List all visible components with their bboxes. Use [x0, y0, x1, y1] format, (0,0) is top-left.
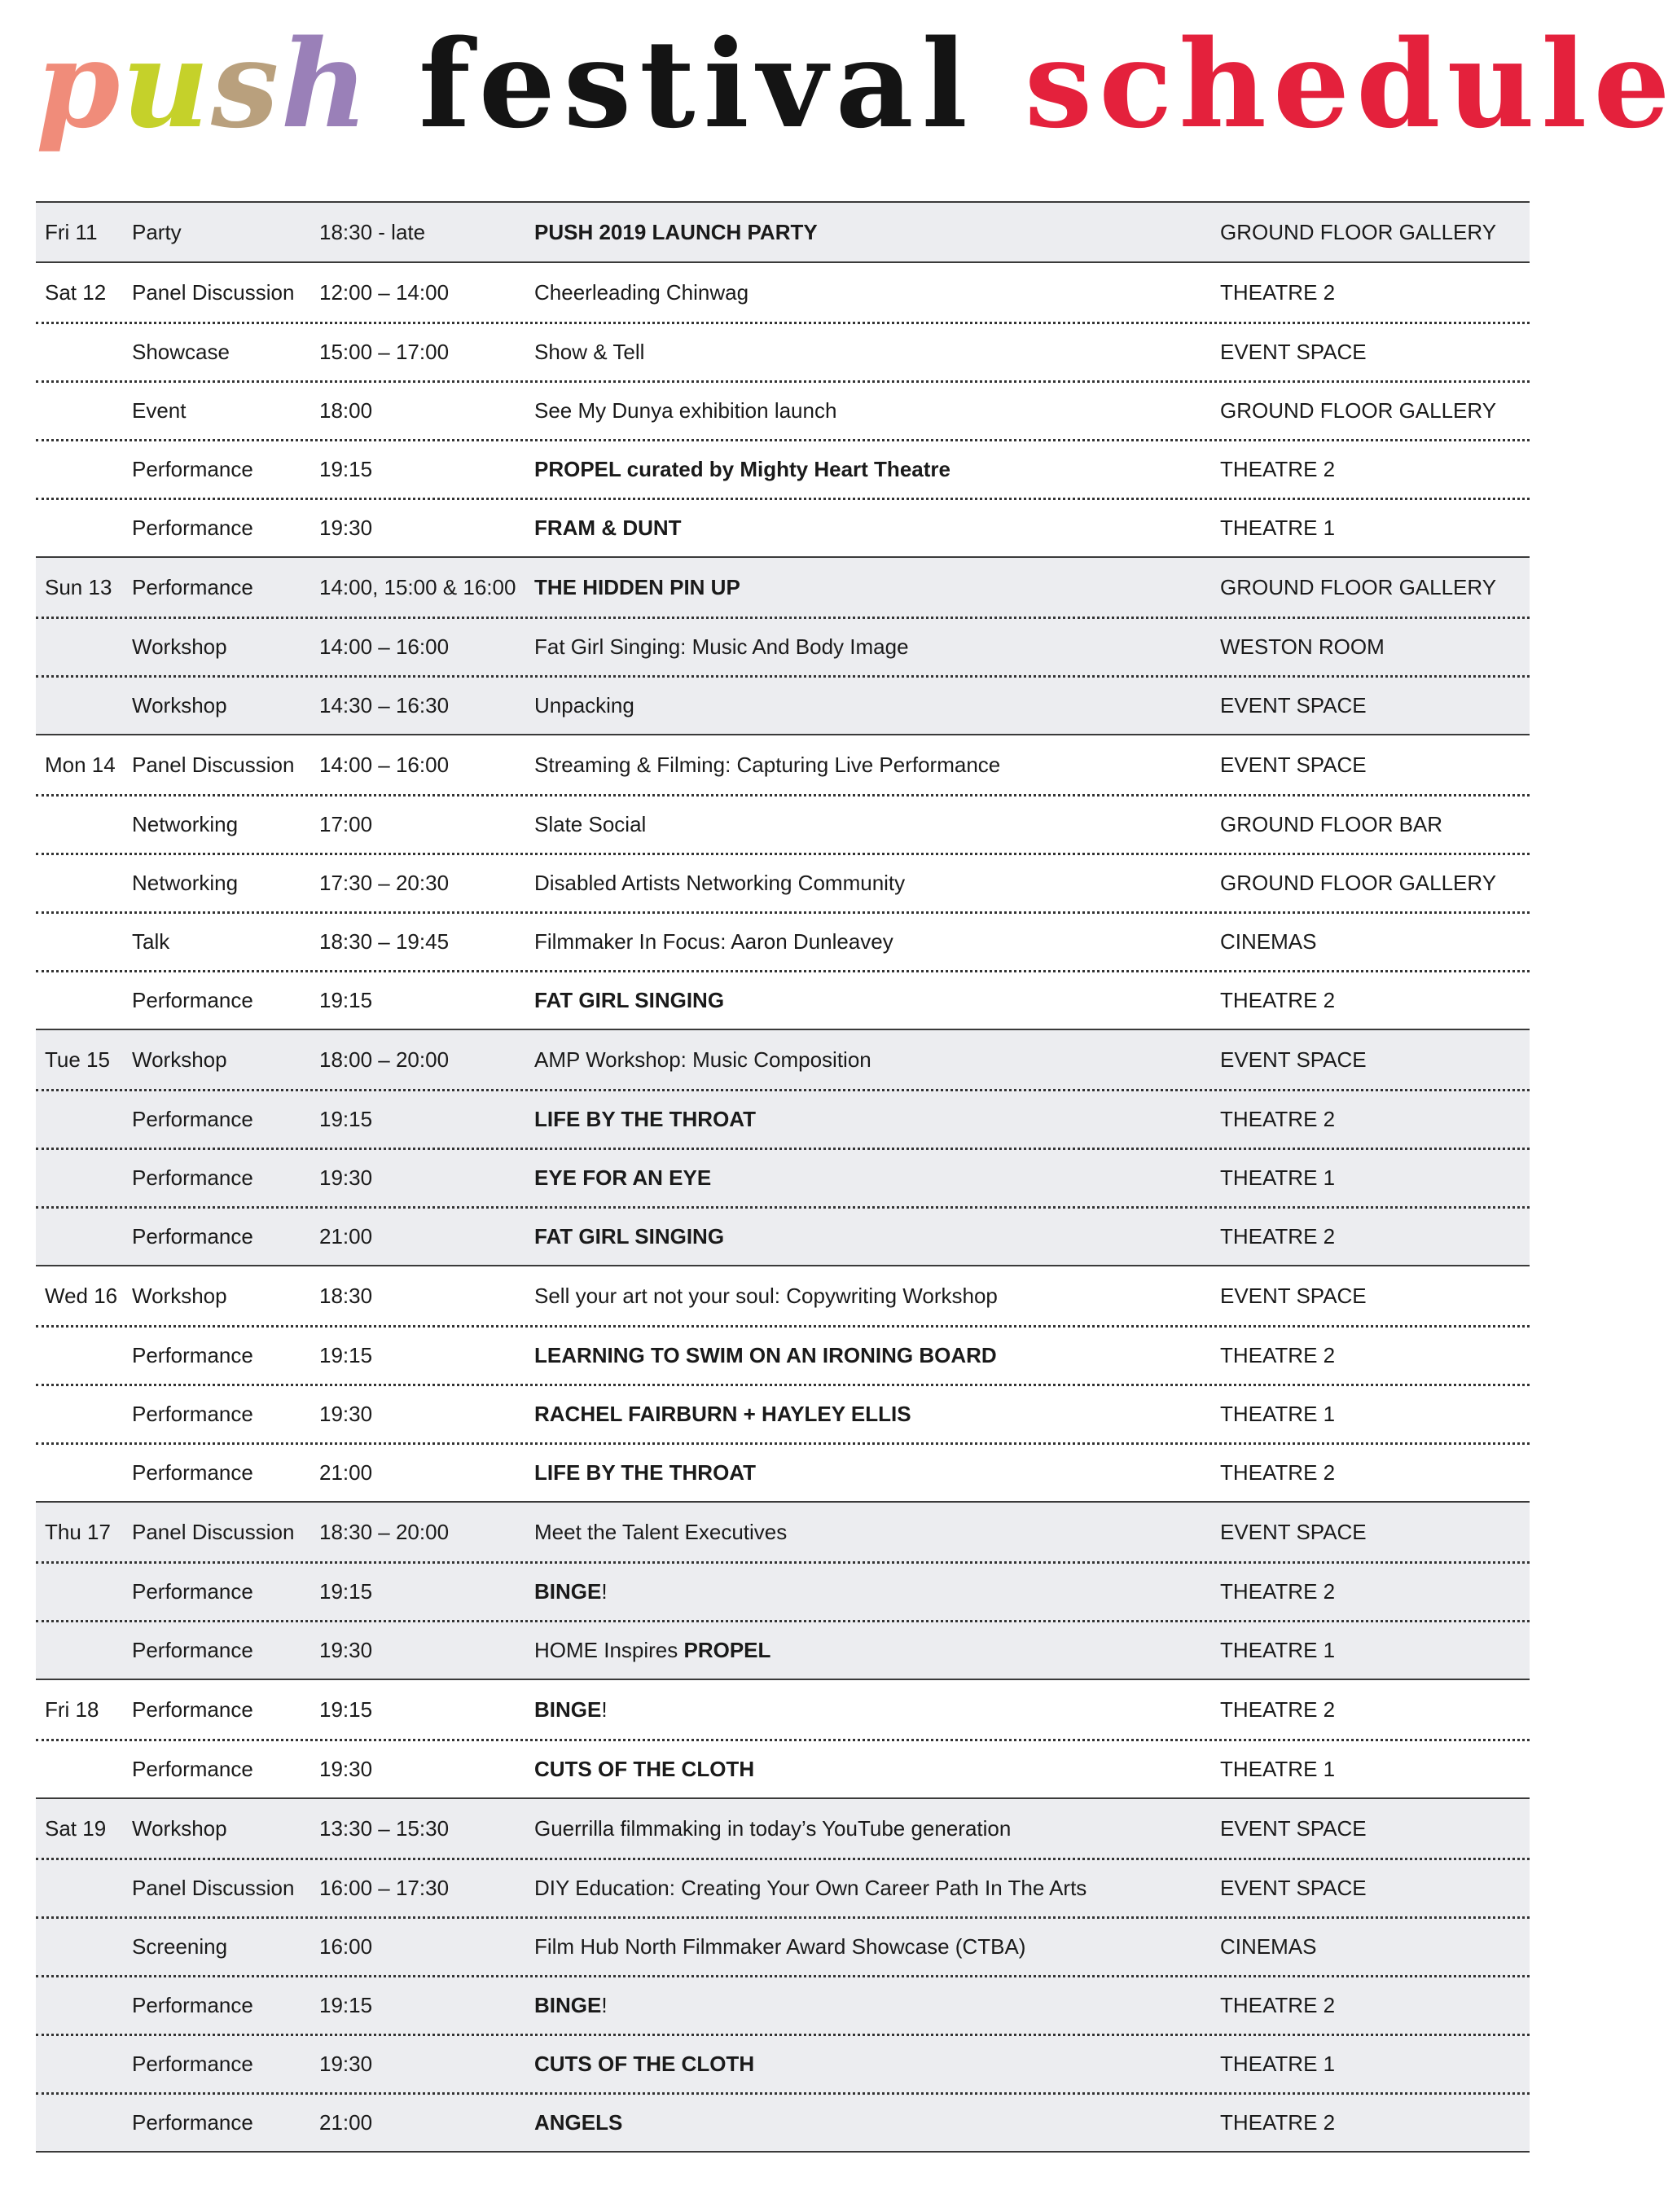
event-type: Performance	[132, 1224, 253, 1249]
event-title-segment: Filmmaker In Focus: Aaron Dunleavey	[534, 929, 893, 954]
event-title	[534, 1047, 1220, 1073]
event-type: Screening	[132, 1934, 228, 1959]
event-venue: THEATRE 2	[1220, 1696, 1336, 1722]
event-title	[534, 1224, 1220, 1249]
event-title	[534, 1579, 1220, 1604]
event-time: 18:30 - late	[319, 219, 426, 244]
event-venue: THEATRE 1	[1220, 2052, 1336, 2076]
event-title	[534, 220, 1220, 245]
table-row	[36, 2092, 1530, 2151]
event-title	[534, 988, 1220, 1013]
event-type: Workshop	[132, 634, 227, 659]
event-type: Performance	[132, 1343, 253, 1367]
event-title-segment: HOME Inspires	[534, 1638, 684, 1662]
event-title-segment: PROPEL	[683, 1638, 771, 1662]
event-type: Performance	[132, 574, 253, 599]
table-row	[36, 1030, 1530, 1089]
event-time: 19:30	[319, 516, 373, 540]
event-venue: GROUND FLOOR GALLERY	[1220, 398, 1497, 423]
event-venue: THEATRE 2	[1220, 457, 1336, 481]
table-row	[36, 263, 1530, 322]
event-venue: GROUND FLOOR BAR	[1220, 812, 1443, 836]
event-title	[534, 2052, 1220, 2077]
day-label: Thu 17	[45, 1519, 111, 1544]
event-title	[534, 1402, 1220, 1427]
event-time: 15:00 – 17:00	[319, 340, 450, 364]
event-type: Event	[132, 398, 187, 423]
table-row	[36, 617, 1530, 675]
event-time: 19:15	[319, 1107, 373, 1131]
event-venue: EVENT SPACE	[1220, 1815, 1367, 1841]
event-time: 13:30 – 15:30	[319, 1815, 450, 1841]
event-title-segment: Unpacking	[534, 693, 634, 718]
event-title	[534, 1520, 1220, 1545]
table-row	[36, 2034, 1530, 2092]
event-title	[534, 753, 1220, 778]
event-title-segment: LIFE BY THE THROAT	[534, 1460, 757, 1485]
title-word-schedule: schedule	[1024, 13, 1677, 155]
event-time: 19:15	[319, 1993, 373, 2017]
event-title-segment: CUTS OF THE CLOTH	[534, 1757, 755, 1781]
event-time: 14:30 – 16:30	[319, 693, 450, 718]
event-venue: THEATRE 2	[1220, 1224, 1336, 1249]
event-type: Performance	[132, 1107, 253, 1131]
event-title	[534, 1343, 1220, 1368]
event-time: 18:30 – 20:00	[319, 1519, 450, 1544]
event-title-segment: EYE FOR AN EYE	[534, 1165, 712, 1190]
event-venue: THEATRE 1	[1220, 1638, 1336, 1662]
table-row	[36, 970, 1530, 1029]
table-row	[36, 1384, 1530, 1442]
event-venue: THEATRE 1	[1220, 1165, 1336, 1190]
day-group	[36, 1679, 1530, 1797]
event-venue: THEATRE 2	[1220, 988, 1336, 1012]
event-type: Party	[132, 219, 182, 244]
table-row	[36, 322, 1530, 380]
page-title	[36, 13, 1677, 155]
event-time: 17:00	[319, 812, 373, 836]
title-letter: h	[280, 13, 371, 155]
event-venue: GROUND FLOOR GALLERY	[1220, 219, 1497, 244]
day-group	[36, 261, 1530, 556]
event-title-segment: Disabled Artists Networking Community	[534, 871, 906, 895]
table-row	[36, 1266, 1530, 1325]
event-title	[534, 1757, 1220, 1782]
event-title-segment: RACHEL FAIRBURN + HAYLEY ELLIS	[534, 1402, 911, 1426]
event-time: 19:15	[319, 1343, 373, 1367]
event-venue: THEATRE 2	[1220, 1579, 1336, 1604]
event-title	[534, 280, 1220, 305]
event-type: Panel Discussion	[132, 1876, 295, 1900]
event-time: 21:00	[319, 1460, 373, 1485]
event-title	[534, 1697, 1220, 1723]
event-title-segment: DIY Education: Creating Your Own Career Path In The Arts	[534, 1876, 1087, 1900]
event-title-segment: See My Dunya exhibition launch	[534, 398, 837, 423]
page-header	[36, 13, 1677, 155]
table-row	[36, 1503, 1530, 1561]
title-letter: p	[36, 13, 122, 155]
table-row	[36, 1325, 1530, 1384]
event-time: 19:30	[319, 2052, 373, 2076]
table-row	[36, 1680, 1530, 1739]
event-title-segment: Cheerleading Chinwag	[534, 279, 749, 305]
event-venue: GROUND FLOOR GALLERY	[1220, 574, 1497, 599]
event-time: 19:15	[319, 457, 373, 481]
table-row	[36, 794, 1530, 853]
event-title	[534, 457, 1220, 482]
title-letter: s	[211, 13, 281, 155]
event-time: 18:00	[319, 398, 373, 423]
event-title-segment: AMP Workshop: Music Composition	[534, 1047, 871, 1072]
event-type: Showcase	[132, 340, 230, 364]
event-title-segment: Sell your art not your soul: Copywriting Workshop	[534, 1283, 998, 1308]
event-title	[534, 1876, 1220, 1901]
event-venue: EVENT SPACE	[1220, 752, 1367, 777]
event-time: 14:00 – 16:00	[319, 634, 450, 659]
day-group	[36, 734, 1530, 1029]
event-title	[534, 2110, 1220, 2135]
event-time: 19:30	[319, 1757, 373, 1781]
event-venue: THEATRE 2	[1220, 279, 1336, 305]
event-title-segment: LEARNING TO SWIM ON AN IRONING BOARD	[534, 1343, 997, 1367]
table-row	[36, 1206, 1530, 1265]
event-type: Panel Discussion	[132, 1519, 295, 1544]
event-type: Performance	[132, 1579, 253, 1604]
event-title-segment: Film Hub North Filmmaker Award Showcase (CTBA)	[534, 1934, 1026, 1959]
event-type: Panel Discussion	[132, 279, 295, 305]
event-type: Panel Discussion	[132, 752, 295, 777]
table-row	[36, 498, 1530, 556]
event-venue: EVENT SPACE	[1220, 1283, 1367, 1308]
day-label: Mon 14	[45, 752, 116, 777]
event-venue: GROUND FLOOR GALLERY	[1220, 871, 1497, 895]
day-label: Sun 13	[45, 574, 112, 599]
event-time: 18:30	[319, 1283, 373, 1308]
title-letter: u	[121, 13, 212, 155]
event-time: 16:00 – 17:30	[319, 1876, 450, 1900]
event-venue: THEATRE 2	[1220, 1107, 1336, 1131]
event-time: 18:00 – 20:00	[319, 1047, 450, 1072]
event-title	[534, 1993, 1220, 2018]
event-title-segment: Guerrilla filmmaking in today’s YouTube generation	[534, 1815, 1012, 1841]
event-title-segment: LIFE BY THE THROAT	[534, 1107, 757, 1131]
event-title	[534, 1284, 1220, 1309]
table-row	[36, 735, 1530, 794]
event-venue: THEATRE 1	[1220, 1402, 1336, 1426]
event-time: 14:00, 15:00 & 16:00	[319, 574, 516, 599]
event-time: 17:30 – 20:30	[319, 871, 450, 895]
event-type: Performance	[132, 1460, 253, 1485]
event-title-segment: ANGELS	[534, 2110, 623, 2135]
event-title-segment: CUTS OF THE CLOTH	[534, 2052, 755, 2076]
event-title-segment: Fat Girl Singing: Music And Body Image	[534, 634, 909, 659]
event-type: Performance	[132, 2110, 253, 2135]
event-type: Performance	[132, 1165, 253, 1190]
event-venue: THEATRE 2	[1220, 1460, 1336, 1485]
event-title	[534, 516, 1220, 541]
day-group	[36, 1797, 1530, 2153]
event-venue: EVENT SPACE	[1220, 1876, 1367, 1900]
event-title	[534, 871, 1220, 896]
table-row	[36, 1858, 1530, 1916]
event-time: 19:15	[319, 988, 373, 1012]
event-venue: EVENT SPACE	[1220, 693, 1367, 718]
event-time: 19:30	[319, 1638, 373, 1662]
event-venue: THEATRE 2	[1220, 1993, 1336, 2017]
event-title-segment: BINGE	[534, 1993, 602, 2017]
event-title	[534, 929, 1220, 955]
table-row	[36, 911, 1530, 970]
event-title-segment: !	[601, 1696, 608, 1722]
table-row	[36, 1739, 1530, 1797]
table-row	[36, 558, 1530, 617]
day-group	[36, 1265, 1530, 1501]
event-title	[534, 634, 1220, 660]
event-title-segment: THE HIDDEN PIN UP	[534, 574, 740, 599]
event-time: 18:30 – 19:45	[319, 929, 450, 954]
day-label: Wed 16	[45, 1283, 118, 1308]
event-title-segment: PROPEL curated by Mighty Heart Theatre	[534, 457, 950, 481]
table-row	[36, 1975, 1530, 2034]
event-venue: EVENT SPACE	[1220, 1047, 1367, 1072]
event-type: Networking	[132, 871, 239, 895]
event-type: Performance	[132, 1402, 253, 1426]
event-title	[534, 398, 1220, 424]
event-type: Networking	[132, 812, 239, 836]
day-group	[36, 556, 1530, 734]
event-type: Performance	[132, 1638, 253, 1662]
day-label: Fri 18	[45, 1696, 99, 1722]
event-title	[534, 693, 1220, 718]
event-title-segment: BINGE	[534, 1696, 602, 1722]
event-time: 21:00	[319, 2110, 373, 2135]
event-title-segment: Show & Tell	[534, 340, 645, 364]
event-title	[534, 812, 1220, 837]
day-group	[36, 1501, 1530, 1679]
event-title-segment: Meet the Talent Executives	[534, 1519, 788, 1544]
event-title-segment: FAT GIRL SINGING	[534, 1224, 725, 1249]
table-row	[36, 675, 1530, 734]
event-type: Performance	[132, 1757, 253, 1781]
day-group	[36, 201, 1530, 261]
event-venue: THEATRE 1	[1220, 1757, 1336, 1781]
event-type: Performance	[132, 516, 253, 540]
table-row	[36, 1089, 1530, 1148]
title-word-festival: festival	[419, 13, 976, 155]
table-row	[36, 203, 1530, 261]
event-title-segment: BINGE	[534, 1579, 602, 1604]
event-title	[534, 1638, 1220, 1663]
day-group	[36, 1029, 1530, 1265]
event-time: 14:00 – 16:00	[319, 752, 450, 777]
event-type: Workshop	[132, 1047, 227, 1072]
event-title-segment: PUSH 2019 LAUNCH PARTY	[534, 219, 818, 244]
event-type: Performance	[132, 1696, 253, 1722]
event-venue: EVENT SPACE	[1220, 340, 1367, 364]
event-title	[534, 1816, 1220, 1841]
day-label: Sat 12	[45, 279, 107, 305]
event-title	[534, 1460, 1220, 1486]
event-title-segment: Streaming & Filming: Capturing Live Performance	[534, 752, 1001, 777]
event-time: 12:00 – 14:00	[319, 279, 450, 305]
event-time: 19:30	[319, 1402, 373, 1426]
event-time: 19:15	[319, 1579, 373, 1604]
event-time: 19:30	[319, 1165, 373, 1190]
event-venue: WESTON ROOM	[1220, 634, 1385, 659]
event-type: Workshop	[132, 1815, 227, 1841]
event-venue: CINEMAS	[1220, 929, 1317, 954]
event-venue: THEATRE 2	[1220, 1343, 1336, 1367]
event-title-segment: Slate Social	[534, 812, 647, 836]
day-label: Sat 19	[45, 1815, 107, 1841]
event-title	[534, 1107, 1220, 1132]
event-title	[534, 1165, 1220, 1191]
event-type: Talk	[132, 929, 170, 954]
title-word-push	[36, 13, 371, 155]
event-type: Workshop	[132, 1283, 227, 1308]
event-type: Performance	[132, 2052, 253, 2076]
table-row	[36, 1442, 1530, 1501]
event-time: 16:00	[319, 1934, 373, 1959]
event-time: 19:15	[319, 1696, 373, 1722]
day-label: Tue 15	[45, 1047, 110, 1072]
event-type: Performance	[132, 457, 253, 481]
event-title-segment: !	[601, 1579, 608, 1604]
table-row	[36, 380, 1530, 439]
event-venue: EVENT SPACE	[1220, 1519, 1367, 1544]
schedule-table	[36, 201, 1530, 2153]
event-title	[534, 1934, 1220, 1960]
event-type: Performance	[132, 988, 253, 1012]
event-title-segment: FAT GIRL SINGING	[534, 988, 725, 1012]
table-row	[36, 1799, 1530, 1858]
event-title-segment: !	[601, 1993, 608, 2017]
table-row	[36, 1148, 1530, 1206]
event-venue: THEATRE 1	[1220, 516, 1336, 540]
event-time: 21:00	[319, 1224, 373, 1249]
event-type: Performance	[132, 1993, 253, 2017]
table-row	[36, 1916, 1530, 1975]
event-venue: CINEMAS	[1220, 1934, 1317, 1959]
table-row	[36, 1561, 1530, 1620]
table-row	[36, 1620, 1530, 1679]
event-title-segment: FRAM & DUNT	[534, 516, 682, 540]
event-type: Workshop	[132, 693, 227, 718]
event-venue: THEATRE 2	[1220, 2110, 1336, 2135]
event-title	[534, 340, 1220, 365]
day-label: Fri 11	[45, 219, 98, 244]
table-row	[36, 439, 1530, 498]
event-title	[534, 575, 1220, 600]
table-row	[36, 853, 1530, 911]
